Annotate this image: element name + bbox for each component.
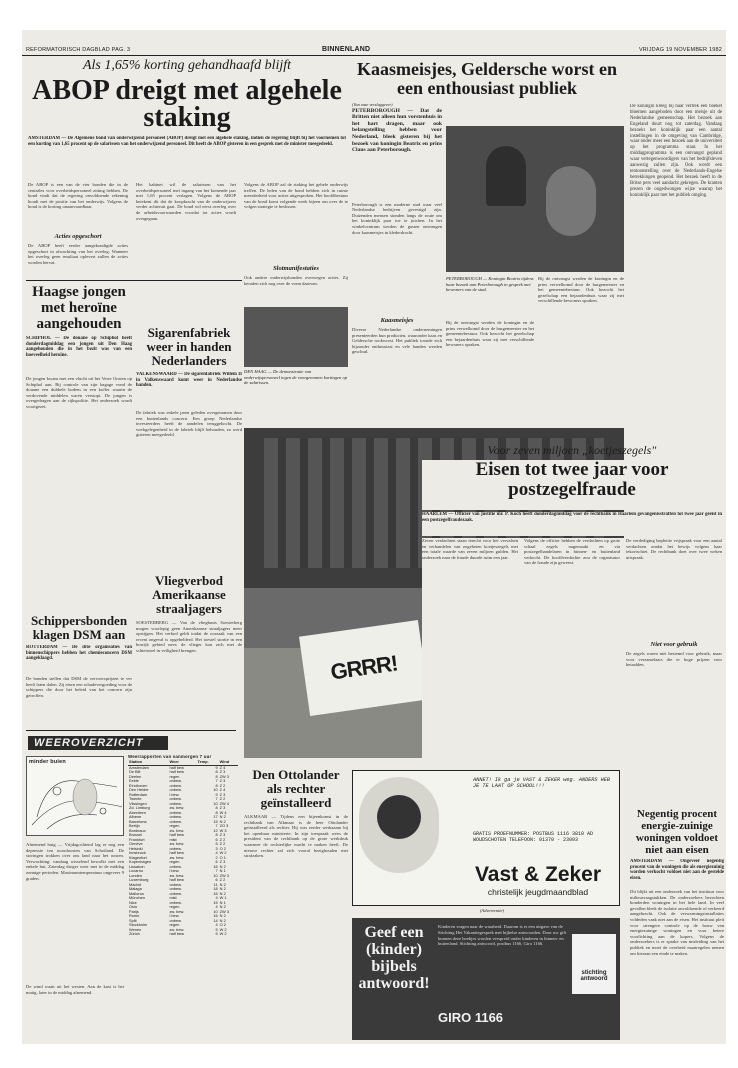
weather-cell: regen: [169, 859, 180, 864]
weather-cell: onbew.: [169, 881, 182, 887]
kaas-photo-caption: PETERBOROUGH — Koningin Beatrix tijdens haar bezoek aan Peterborough in gesprek met bewoners van de stad.: [446, 276, 534, 293]
schippers-body: De bonden stellen dat DSM de vervoersprijzen te ver heeft laten dalen. Zij eisen een schadevergoeding voor de schippers die door het beleid van het concern zijn getroffen.: [26, 676, 132, 698]
sigaren-headline: Sigarenfabriek weer in handen Nederlanders: [146, 326, 232, 368]
weather-cell: 14: [213, 917, 218, 923]
ottolander-body: ALKMAAR — Tijdens een bijeenkomst in de rechtbank van Alkmaar is de heer Ottolander geïnstalleerd als rechter. Hij was eerder werkzaam bij het openbaar ministerie. In zijn toespraak wees de president van de rechtbank op de grote werkdruk waarmee de rechterlijke macht te maken heeft. De nieuwe rechter zal zich vooral bezighouden met strafzaken.: [244, 814, 348, 859]
weather-cell: Frankfurt: [129, 836, 145, 842]
weather-cell: N 2: [219, 917, 226, 923]
weather-cell: Z 4: [219, 764, 226, 770]
weather-cell: 15: [213, 818, 218, 824]
weather-cell: Twente: [129, 796, 142, 801]
weather-cell: onbew.: [169, 899, 182, 905]
article-haagse-jongen: [26, 284, 132, 604]
kaas-photo: [446, 126, 624, 272]
weather-cell: 7: [215, 796, 218, 801]
weather-cell: onbew.: [169, 845, 182, 851]
weather-cell: W 2: [219, 850, 227, 855]
abop-col1: [28, 182, 128, 276]
haagse-lead: SCHIPHOL — De douane op Schiphol heeft donderdagmiddag een jongen uit Den Haag aangehouden die in het bezit was van een hoeveelheid heroïne.: [26, 336, 132, 359]
weather-cell: zw. bew.: [169, 926, 185, 932]
weather-cell: 16: [213, 863, 218, 869]
ad-geef-logo: [572, 934, 616, 994]
weather-outlook: De wind waait uit het westen. Aan de kust is het matig, later in de middag afnemend.: [26, 984, 124, 995]
weather-cell: onbew.: [169, 886, 182, 891]
weather-cell: 8: [215, 832, 218, 837]
weather-cell: N 2: [219, 890, 226, 896]
weather-cell: Z 3: [219, 778, 226, 783]
weather-cell: N 2: [219, 913, 226, 918]
header-rule: [22, 55, 726, 56]
weather-cell: 15: [213, 899, 218, 905]
weather-cell: Genève: [129, 841, 143, 846]
weather-cell: Z 3: [219, 805, 226, 810]
weather-cell: l bew.: [169, 791, 180, 797]
weather-cell: 7: [215, 778, 218, 783]
abop-col2: Het kabinet wil de salarissen van het overheidspersoneel met ingang van het komende jaar met 1,65 procent verlagen. Volgens de ABOP betekent dit dat de koopkracht van de onderwijzers verder achteruit gaat. De bond wil eerst overleg over de arbeidsvoorwaarden voordat tot acties wordt overgegaan.: [136, 182, 236, 221]
weather-col-header: Wind: [219, 760, 238, 765]
weather-cell: 5: [215, 841, 218, 846]
weather-cell: 4: [215, 922, 218, 927]
weather-cell: 10: [213, 800, 218, 806]
article-schippersbonden: [26, 614, 132, 724]
abop-col3-text: Volgens de ABOP zal de staking het gehele onderwijs treffen. De leden van de bond hebben zich in ruime meerderheid voor acties uitgesproken. Het hoofdbestuur van de bond komt volgende week bijeen om over de te volgen strategie te beslissen.: [244, 182, 348, 210]
weather-cell: regen: [169, 904, 180, 909]
weather-cell: 5: [215, 926, 218, 932]
weather-cell: onbew.: [169, 809, 182, 815]
weather-cell: 9: [215, 764, 218, 770]
weather-cell: Kopenhagen: [129, 859, 152, 864]
ad-geef-antwoord: [352, 918, 620, 1040]
kaas-col4: Bij de ontvangst werden de koningin en de prins verwelkomd door de burgemeester en het gemeentebestuur. Ook bezocht het gezelschap een bejaardenhuis waar zij met verschillende bewoners spraken.: [538, 276, 624, 304]
rule-1: [26, 280, 242, 281]
haagse-headline: Haagse jongen met heroïne aangehouden: [32, 284, 126, 332]
ad-offer: GRATIS PROEFNUMMER: POSTBUS 1116 3810 AD WOUDSCHOTEN TELEFOON: 01370 - 23093: [473, 831, 594, 843]
abop-subhead: Acties opgeschort: [54, 233, 102, 240]
weather-cell: 4: [215, 850, 218, 855]
weather-cell: onbew.: [169, 917, 182, 923]
weather-cell: 16: [213, 913, 218, 918]
header-left: REFORMATORISCH DAGBLAD PAG. 3: [26, 47, 131, 53]
weather-row: [128, 932, 238, 937]
weather-cell: Berlijn: [129, 823, 140, 828]
abop-lead: AMSTERDAM — De Algemene bond van onderwijzend personeel (ABOP) dreigt met een algehele staking, indien de regering blijft bij het voornemen tot een korting van 1,65 procent op de salarissen van het onderwijzend personeel. Dit heeft de ABOP gisteren in een gesprek met de minister meegedeeld.: [28, 136, 346, 147]
weather-cell: Innsbruck: [129, 850, 146, 855]
abop-col1-text: De ABOP is een van de vier bonden die in de centrales voor overheidspersoneel zitting hebben. De bond vindt dat de regering onvoldoende rekening houdt met de positie van het onderwijs. Volgens de bond is de korting onaanvaardbaar.: [28, 182, 128, 210]
weather-cell: N 1: [219, 868, 226, 873]
ottolander-headline: Den Ottolander als rechter geïnstalleerd: [252, 768, 340, 810]
weather-cell: ZW 3: [219, 872, 229, 878]
weather-cell: zw. bew.: [169, 805, 185, 810]
weather-cell: Wenen: [129, 926, 142, 932]
weather-cell: l bew.: [169, 913, 180, 918]
ad-geef-giro: GIRO 1166: [438, 1010, 504, 1025]
weather-cell: Londen: [129, 872, 142, 878]
eisen-subhead: Niet voor gebruik: [650, 641, 698, 648]
weather-cell: ZW 4: [219, 800, 229, 806]
weather-text: [26, 842, 124, 1038]
weather-banner: WEEROVERZICHT: [28, 736, 168, 750]
header-section: BINNENLAND: [322, 46, 371, 53]
weather-cell: 18: [213, 886, 218, 891]
weather-cell: ZW 3: [219, 908, 229, 914]
abop-photo-caption: DEN HAAG — De demonstratie van onderwijspersoneel tegen de voorgenomen kortingen op de salarissen.: [244, 369, 348, 386]
weather-col-header: Station: [128, 760, 168, 765]
kaas-body2: Diverse Nederlandse ondernemingen presenteerden hun producten, waaronder kaas en Geldersche rookworst. Het publiek toonde zich bijzonder enthousiast en vele handen werden geschud.: [352, 327, 442, 355]
weather-cell: 7: [215, 823, 218, 828]
weather-col-header: Temp.: [197, 760, 219, 765]
kaas-photo-figure: [486, 146, 526, 206]
weather-map-graphic: [27, 767, 123, 831]
weather-cell: Rome: [129, 913, 140, 918]
eisen-headline-box: [422, 460, 722, 510]
weather-cell: 8: [215, 782, 218, 788]
weather-cell: O 2: [219, 922, 226, 927]
weather-cell: Bordeaux: [129, 827, 146, 833]
weather-cell: Deelen: [129, 773, 142, 779]
weather-cell: 6: [215, 859, 218, 864]
weather-cell: 3: [215, 845, 218, 851]
weather-cell: 10: [213, 787, 218, 792]
weather-cell: Klagenfurt: [129, 854, 147, 860]
sigaren-lead: VALKENSWAARD — De sigarenfabriek Willem II in Valkenswaard komt weer in Nederlandse handen.: [136, 372, 242, 389]
kaas-byline: (Van onze verslaggever): [352, 102, 393, 107]
eisen-col3: De verdediging bepleitte vrijspraak voor een aantal verdachten omdat het bewijs volgens haar tekortschiet. De rechtbank doet over twee weken uitspraak.: [626, 538, 722, 560]
kaas-col1b: [352, 314, 442, 424]
weather-cell: Brussel: [129, 832, 142, 837]
kaas-right-column: De koningin kreeg bij haar vertrek een boeket bloemen aangeboden door een meisje uit de Nederlandse gemeenschap. Het bezoek aan Engeland duurt nog tot zaterdag. Vandaag bezoekt het koninklijk paar een aantal instellingen in de omgeving van Cambridge, waar onder meer een bezoek aan de universiteit op het programma staat. In het middagprogramma is een ontvangst gepland waar vertegenwoordigers van het bedrijfsleven aanwezig zullen zijn. Ook wordt een tentoonstelling over de Nederlands-Engelse betrekkingen geopend. Het bezoek heeft in de Britse pers veel aandacht gekregen. De kranten prezen de ongedwongen wijze waarop het koninklijk paar met het publiek omging.: [630, 104, 722, 198]
weather-map-title: minder buien: [29, 759, 66, 765]
weather-cell: Mallorca: [129, 890, 144, 896]
weather-cell: N 2: [219, 881, 226, 887]
weather-cell: Eindhoven: [129, 782, 148, 788]
weather-cell: half bew: [169, 769, 184, 774]
weather-cell: München: [129, 895, 146, 900]
eisen-headline: Eisen tot twee jaar voor postzegelfraude: [475, 460, 669, 500]
weather-cell: 6: [215, 877, 218, 882]
weather-cell: onbew.: [169, 782, 182, 788]
weather-cell: 17: [213, 814, 218, 819]
weather-cell: 2: [215, 854, 218, 860]
weather-cell: Z 2: [219, 877, 226, 882]
vliegverbod-headline: Vliegverbod Amerikaanse straaljagers: [152, 574, 226, 616]
ad-tagline: christelijk jeugdmaandblad: [487, 887, 589, 897]
weather-cell: O 1: [219, 854, 226, 860]
weather-table-title: Weerrapporten van vanmorgen 7 uur: [128, 754, 212, 759]
header-date: VRIJDAG 19 NOVEMBER 1982: [638, 47, 722, 53]
ad-girl-hair: [377, 795, 421, 839]
weather-cell: Z 3: [219, 769, 226, 774]
weather-cell: onbew.: [169, 787, 182, 792]
article-sigarenfabriek: [136, 326, 242, 500]
weather-cell: N 2: [219, 904, 226, 909]
weather-cell: Amsterdam: [129, 764, 149, 770]
kaas-body: Peterborough is een moderne stad waar veel Nederlandse bedrijven gevestigd zijn. Duizenden mensen stonden langs de route om het koninklijk paar toe te juichen. In het winkelcentrum werden de gasten ontvangen door kaasmeisjes in klederdracht.: [352, 201, 442, 235]
abop-col1b-text: De ABOP heeft eerder aangekondigde acties opgeschort in afwachting van het overleg. Wanneer het overleg geen resultaat oplevert zullen de acties worden hervat.: [28, 243, 128, 265]
weather-cell: 12: [213, 827, 218, 833]
eisen-col1: Zeven verdachten staan terecht voor het vervalsen en verhandelen van zogeheten koetjeszegels met een totale waarde van zeven miljoen gulden. Het onderzoek naar de fraude duurde ruim een jaar.: [422, 538, 518, 560]
abop-subhead-2: Slotmanifestaties: [273, 265, 319, 272]
weather-map: [26, 756, 124, 836]
weather-cell: O 2: [219, 845, 226, 851]
weather-cell: Madrid: [129, 881, 141, 887]
ad-note: ANNET! Ik ga je VAST & ZEKER weg. ANDERS HEB JE TE LAAT OP SCHOOL!!!: [473, 777, 610, 790]
weather-cell: Z 3: [219, 859, 226, 864]
weather-cell: zw. bew.: [169, 854, 185, 860]
weather-cell: Locarno: [129, 868, 144, 873]
weather-cell: 8: [215, 809, 218, 815]
weather-cell: half bew: [169, 764, 184, 770]
weather-cell: 10: [213, 872, 218, 878]
weather-cell: zw. bew.: [169, 872, 185, 878]
weather-cell: Barcelona: [129, 818, 147, 824]
weather-cell: W 3: [219, 827, 227, 833]
weather-cell: half bew: [169, 877, 184, 882]
kaas-lead: PETERBOROUGH — Dat de Britten niet alleen hun vorstenhuis in het hart dragen, maar ook belangstelling hebben voor Nederland, bleek gisteren bij het bezoek van koningin Beatrix en prins Claus aan Peterborough.: [352, 107, 442, 154]
article-ottolander: [244, 768, 348, 1034]
ad-vast-label: (Advertentie): [479, 908, 505, 913]
weather-cell: 10: [213, 908, 218, 914]
weather-cell: onbew.: [169, 800, 182, 806]
weather-cell: onbew.: [169, 890, 182, 896]
eisen-lead: HAARLEM — Officier van justitie mr. P. Koch heeft donderdagmiddag voor de rechtbank in Haarlem gevangenisstraffen tot twee jaar geëist in een postzegelfraudezaak.: [422, 512, 722, 536]
ad-vast-zeker: [352, 770, 620, 906]
eisen-body: [422, 538, 722, 768]
article-energie: [630, 808, 724, 1040]
energie-lead: AMSTERDAM — Ongeveer negentig procent van de woningen die als energiezuinig worden verkocht voldoet niet aan de gestelde eisen.: [630, 859, 724, 882]
haagse-body: De jongen kwam met een vlucht uit het Verre Oosten op Schiphol aan. Bij controle van zijn bagage vond de douane een dubbele bodem in een koffer waarin de verdovende middelen waren verstopt. De jongen is overgedragen aan de rijkspolitie. Het onderzoek wordt voortgezet.: [26, 376, 132, 409]
weather-cell: Zd. Limburg: [129, 805, 150, 810]
weather-cell: Z 3: [219, 832, 226, 837]
weather-cell: Z 4: [219, 787, 226, 792]
weather-cell: onbew.: [169, 778, 182, 783]
weather-cell: ZW 3: [219, 773, 229, 779]
kaas-headline-box: [352, 60, 622, 102]
weather-table: [128, 760, 238, 937]
weather-cell: 8: [215, 805, 218, 810]
weather-col-header: Weer: [168, 760, 196, 765]
weather-cell: De Bilt: [129, 769, 141, 774]
weather-cell: onbew.: [169, 818, 182, 824]
weather-cell: Rotterdam: [129, 791, 148, 797]
weather-cell: W 2: [219, 926, 227, 932]
weather-cell: onbew.: [169, 796, 182, 801]
article-vliegverbod: [136, 574, 242, 726]
protest-sign: [299, 620, 429, 716]
schippers-headline: Schippersbonden klagen DSM aan: [30, 614, 128, 642]
protest-sign-text: GRRR!: [328, 650, 399, 685]
weather-cell: Helsinki: [129, 845, 143, 851]
abop-kicker: Als 1,65% korting gehandhaafd blijft: [82, 58, 292, 73]
weather-cell: Malaga: [129, 886, 142, 891]
weather-cell: 4: [215, 895, 218, 900]
weather-cell: zw. bew.: [169, 827, 185, 833]
eisen-kicker: Voor zeven miljoen „koetjeszegels": [487, 443, 657, 457]
weather-cell: regen: [169, 823, 180, 828]
weather-cell: zw. bew.: [169, 908, 185, 914]
weather-cell: regen: [169, 922, 180, 927]
ad-brand: Vast & Zeker: [474, 863, 602, 886]
abop-col3b-text: Ook andere onderwijsbonden overwegen acties. Zij beraden zich nog over de vorm daarvan.: [244, 275, 348, 286]
ad-geef-text: Kinderen vragen naar de waarheid. Daarom is er een uitgave van de Stichting Het Vakantiegesprek met bijbelse antwoorden. Door uw gift kunnen deze boekjes worden verspreid onder kinderen in binnen- en buitenland. Stichting antwoord, postbus 1166, Giro 1166.: [438, 924, 567, 947]
weather-cell: W 1: [219, 895, 227, 900]
rule-2: [26, 730, 236, 731]
kaas-headline: Kaasmeisjes, Geldersche worst en een enthousiast publiek: [357, 60, 617, 98]
weather-cell: zw. bew.: [169, 841, 185, 846]
eisen-col3-box: [626, 538, 722, 764]
weather-cell: W 2: [219, 931, 227, 936]
vliegverbod-body: SOESTERBERG — Van de vliegbasis Soesterberg mogen voorlopig geen Amerikaanse straaljagers meer opstijgen. Het verbod geldt totdat de oorzaak van een recent ongeval is opgehelderd. Het toestel stortte in een bosrijk gebied neer; de vlieger kon zich met de schietstoel in veiligheid brengen.: [136, 620, 242, 653]
weather-cell: half bew: [169, 832, 184, 837]
abop-headline: ABOP dreigt met algehele staking: [32, 75, 342, 133]
weather-cell: Oslo: [129, 904, 137, 909]
weather-cell: Stockholm: [129, 922, 148, 927]
eisen-col2: Volgens de officier hebben de verdachten op grote schaal zegels nagemaakt en via postzegelhandelaren in binnen- en buitenland verkocht. De hoofdverdachte zou de organisator van de fraude zijn geweest.: [524, 538, 620, 566]
weather-cell: 7: [215, 868, 218, 873]
weather-cell: 16: [213, 890, 218, 896]
weather-cell: mist: [169, 836, 177, 842]
weather-cell: Aberdeen: [129, 809, 146, 815]
weather-cell: Eelde: [129, 778, 139, 783]
weather-table-box: [128, 754, 238, 1032]
ad-girl-drawing: [359, 777, 439, 873]
weather-cell: Den Helder: [129, 787, 149, 792]
kaas-photo-flowers: [546, 166, 596, 236]
weather-cell: mist: [169, 895, 177, 900]
weather-cell: 11: [213, 881, 218, 887]
weather-cell: half bew: [169, 850, 184, 855]
newspaper-page: [22, 30, 726, 1044]
weather-cell: Athene: [129, 814, 142, 819]
kaas-subhead: Kaasmeisjes: [380, 317, 414, 324]
weather-cell: 8: [215, 773, 218, 779]
energie-body: Dit blijkt uit een onderzoek van het instituut voor milieuvraagstukken. De onderzoekers bezochten honderden woningen in het hele land. In veel gevallen bleek de isolatie onvoldoende of verkeerd aangebracht. Ook de verwarmingsinstallaties voldeden vaak niet aan de eisen. Het instituut pleit voor strengere controle op de bouw van energiezuinige woningen en voor betere voorlichting aan de kopers. Volgens de onderzoekers is er sprake van misleiding van het publiek en moet de overheid maatregelen nemen om hieraan een einde te maken.: [630, 889, 724, 956]
weather-cell: 4: [215, 904, 218, 909]
weather-cell: l bew.: [169, 868, 180, 873]
weather-cell: Z 2: [219, 836, 226, 842]
weather-cell: onbew.: [169, 863, 182, 869]
weather-cell: regen: [169, 773, 180, 779]
energie-headline: Negentig procent energie-zuinige woningen voldoet niet aan eisen: [635, 808, 719, 856]
ad-geef-headline: Geef een (kinder) bijbels antwoord!: [358, 924, 430, 992]
weather-cell: 9: [215, 791, 218, 797]
weather-cell: N 2: [219, 863, 226, 869]
weather-cell: Luxemburg: [129, 877, 149, 882]
weather-cell: Z 2: [219, 782, 226, 788]
weather-cell: N 1: [219, 899, 226, 905]
kaas-col3: Bij de ontvangst werden de koningin en de prins verwelkomd door de burgemeester en het gemeentebestuur. Ook bezocht het gezelschap een bejaardenhuis waar zij met verschillende bewoners spraken.: [446, 320, 534, 348]
abop-col3: [244, 182, 348, 402]
schippers-lead: ROTTERDAM — De drie organisaties van binnenschippers hebben het chemieconcern DSM aangeklaagd.: [26, 645, 132, 662]
ad-geef-logo-text: stichting antwoord: [580, 970, 608, 982]
weather-cell: Split: [129, 917, 137, 923]
weather-cell: 6: [215, 836, 218, 842]
sigaren-body: De fabriek was enkele jaren geleden overgenomen door een buitenlands concern. Een groep Nederlandse investeerders heeft de aandelen teruggekocht. De werkgelegenheid in de fabriek blijft behouden, zo werd gisteren meegedeeld.: [136, 410, 242, 438]
kaas-col1: [352, 102, 442, 312]
abop-photo: [244, 307, 348, 367]
weather-forecast: Afnemend buig — Vrijdagochtend lag er nog een depressie ten noordoosten van Schotland. De storingen trokken over ons land naar het oosten. Verwachting: vandaag wisselend bewolkt met een enkele bui. Zaterdag droger weer met in de middag zonnige perioden. Maximumtemperatuur ongeveer 9 graden.: [26, 842, 124, 881]
weather-cell: Vlissingen: [129, 800, 147, 806]
weather-cell: N 2: [219, 886, 226, 891]
weather-cell: Z 2: [219, 841, 226, 846]
weather-cell: ZO 3: [219, 823, 229, 828]
weather-cell: N 2: [219, 814, 226, 819]
weather-cell: Z 2: [219, 796, 226, 801]
weather-cell: onbew.: [169, 814, 182, 819]
weather-cell: Parijs: [129, 908, 139, 914]
weather-cell: half bew: [169, 931, 184, 936]
weather-cell: N 2: [219, 818, 226, 824]
weather-cell: W 4: [219, 809, 227, 815]
weather-cell: 5: [215, 931, 218, 936]
weather-cell: Lissabon: [129, 863, 145, 869]
weather-cell: Nice: [129, 899, 137, 905]
eisen-col3b: De zegels waren niet bestemd voor gebruik, maar voor verzamelaars die er hoge prijzen voor betaalden.: [626, 651, 722, 668]
weather-cell: Z 3: [219, 791, 226, 797]
weather-cell: Zürich: [129, 931, 140, 936]
weather-cell: 8: [215, 769, 218, 774]
